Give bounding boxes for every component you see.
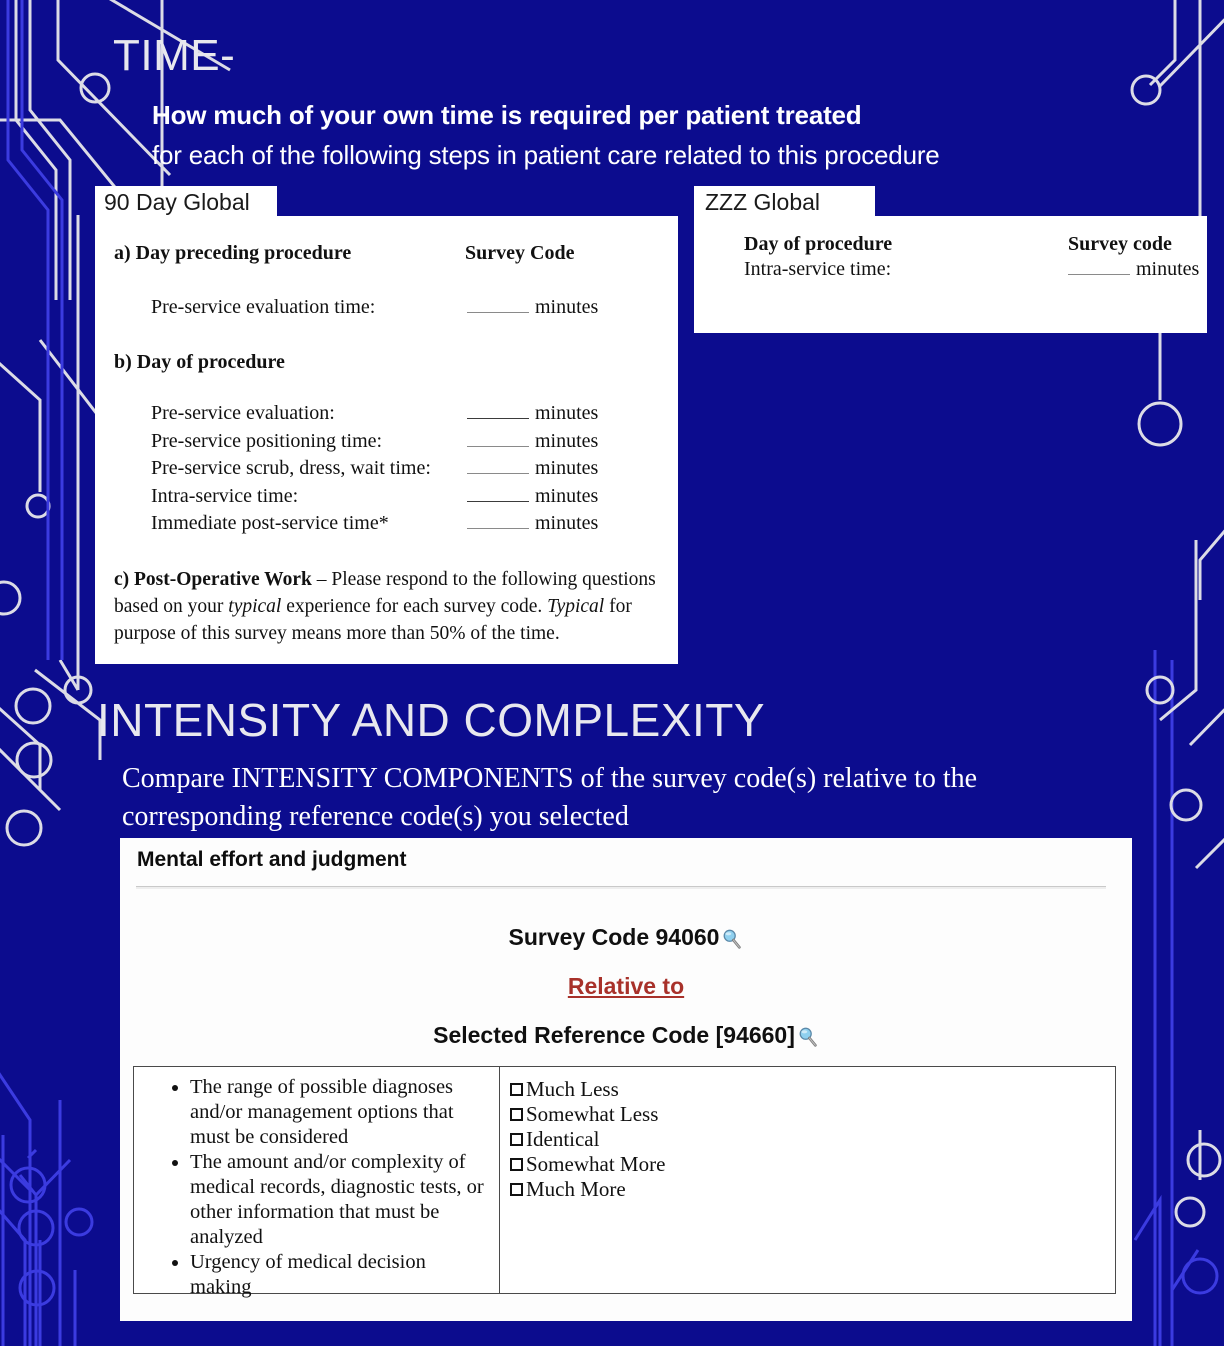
checkbox-icon[interactable] [510,1133,523,1146]
option-row[interactable] [510,1152,1115,1177]
time-entry-blank[interactable] [467,459,529,474]
time-entry-unit: minutes [535,484,599,507]
relative-to-label: Relative to [567,973,685,999]
time-section-title: TIME- [113,31,236,80]
options-cell [500,1067,1115,1293]
survey-code-header-zzz: Survey code [1068,233,1172,255]
option-label: Identical [526,1127,600,1151]
intensity-instruction: Compare INTENSITY COMPONENTS of the survey code(s) relative to the corresponding reference code(s) you selected [122,763,978,832]
section-b-label: b) Day of procedure [114,351,285,373]
section-c-paragraph [114,566,664,647]
day-of-procedure-label: Pre-service scrub, dress, wait time: [151,457,431,479]
pre-service-eval-time-label: Pre-service evaluation time: [151,296,376,318]
tab-zzz-global-label: ZZZ Global [705,189,821,215]
time-entry-blank[interactable] [467,432,529,447]
panel-90-day-global [95,216,678,664]
option-row[interactable] [510,1102,1115,1127]
panel-heading: Mental effort and judgment [137,848,407,871]
tab-90-day-global[interactable] [95,186,277,220]
checkbox-icon[interactable] [510,1183,523,1196]
criteria-item: • Urgency of medical decision making [190,1250,489,1300]
day-of-procedure-label: Pre-service evaluation: [151,402,335,424]
zzz-intra-service-blank[interactable] [1068,260,1130,275]
section-c-em-2: Typical [547,596,605,617]
day-of-procedure-entry[interactable] [467,430,598,453]
section-a-label: a) Day preceding procedure [114,242,352,264]
relative-to-line [120,973,1132,1000]
option-row[interactable] [510,1127,1115,1152]
day-of-procedure-entry[interactable] [467,457,598,480]
tab-90-day-global-label: 90 Day Global [104,189,250,215]
day-of-procedure-entry[interactable] [467,402,598,425]
section-c-text-3: for purpose of this survey means more than 50% of the time. [114,596,632,644]
intensity-section-title: INTENSITY AND COMPLEXITY [97,694,766,746]
time-entry-blank[interactable] [467,514,529,529]
magnifier-icon[interactable] [721,928,743,950]
day-of-procedure-entry[interactable] [467,485,598,508]
survey-code-line [120,924,1132,951]
zzz-intra-service-entry[interactable] [1068,258,1199,281]
criteria-cell [134,1067,500,1298]
criteria-item: • The range of possible diagnoses and/or management options that must be considered [190,1075,489,1150]
pre-service-eval-time-blank[interactable] [467,298,529,313]
panel-divider [136,886,1106,889]
time-entry-blank[interactable] [467,404,529,419]
selected-reference-code-line [120,1022,1132,1049]
time-entry-unit: minutes [535,512,599,534]
option-row[interactable] [510,1177,1115,1202]
survey-code-text: Survey Code 94060 [508,924,720,950]
day-of-procedure-label: Intra-service time: [151,484,299,507]
section-c-text-1: – Please respond to the following questions based on your [114,569,656,617]
time-entry-unit: minutes [535,402,599,424]
checkbox-icon[interactable] [510,1083,523,1096]
pre-service-eval-time-entry[interactable] [467,296,598,319]
option-label: Much More [526,1177,626,1201]
options-list [510,1077,1115,1202]
day-of-procedure-label: Pre-service positioning time: [151,429,383,452]
criteria-list [142,1075,489,1300]
pre-service-eval-time-unit: minutes [535,296,599,318]
section-c-em-1: typical [228,596,282,617]
section-c-text-2: experience for each survey code. [281,596,548,617]
time-subtitle-bold: How much of your own time is required per patient treated [152,100,862,130]
option-label: Much Less [526,1077,619,1101]
time-entry-unit: minutes [535,457,599,479]
checkbox-icon[interactable] [510,1108,523,1121]
time-entry-blank[interactable] [467,487,529,502]
zzz-day-of-procedure-label: Day of procedure [744,233,893,255]
option-label: Somewhat More [526,1152,666,1176]
option-label: Somewhat Less [526,1102,659,1126]
time-entry-unit: minutes [535,429,599,452]
criteria-item: • The amount and/or complexity of medical records, diagnostic tests, or other information that must be analyzed [190,1150,489,1250]
zzz-intra-service-unit: minutes [1136,258,1200,280]
checkbox-icon[interactable] [510,1158,523,1171]
zzz-intra-service-label: Intra-service time: [744,258,892,280]
day-of-procedure-entry[interactable] [467,512,598,535]
survey-code-header-90: Survey Code [465,242,575,264]
day-of-procedure-label: Immediate post-service time* [151,512,389,534]
option-row[interactable] [510,1077,1115,1102]
time-subtitle-regular: for each of the following steps in patient care related to this procedure [152,140,940,170]
magnifier-icon[interactable] [797,1026,819,1048]
intensity-comparison-table [133,1066,1116,1298]
tab-zzz-global[interactable] [694,186,875,220]
mental-effort-panel [120,838,1132,1321]
panel-zzz-global [694,216,1207,333]
selected-reference-code-text: Selected Reference Code [94660] [433,1022,795,1048]
section-c-heading: c) Post-Operative Work [114,569,312,590]
